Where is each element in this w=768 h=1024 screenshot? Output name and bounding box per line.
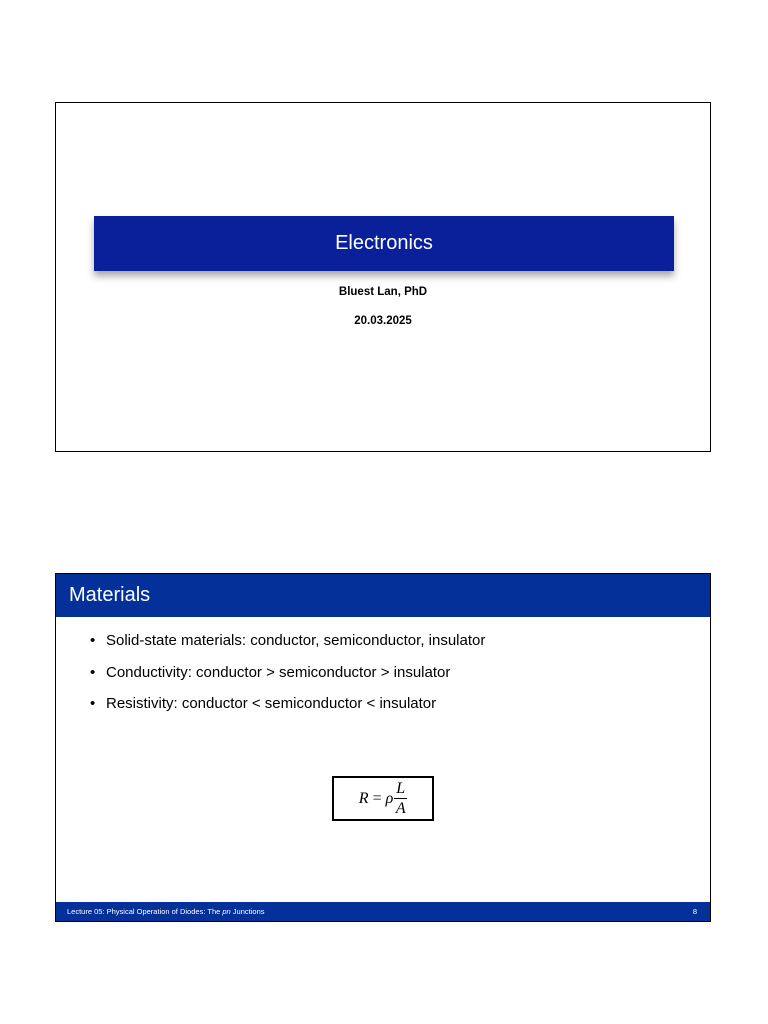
- materials-slide: [55, 573, 711, 922]
- slide-header: [56, 574, 710, 617]
- lecture-title: [67, 907, 265, 916]
- formula-denominator: A: [395, 799, 406, 817]
- bullet-text: Conductivity: conductor > semiconductor > insulator: [106, 663, 451, 681]
- bullet-text: Solid-state materials: conductor, semiconductor, insulator: [106, 632, 486, 649]
- bullet-list: [90, 632, 485, 727]
- bullet-icon: •: [90, 632, 96, 649]
- formula-coefficient: ρ: [385, 789, 394, 807]
- slide-title: Electronics: [335, 232, 433, 254]
- lecture-title-emphasis: pn: [222, 907, 231, 916]
- lecture-title-suffix: Junctions: [230, 907, 265, 916]
- bullet-text: Resistivity: conductor < semiconductor < insulator: [106, 695, 437, 712]
- formula-fraction: [394, 781, 407, 817]
- list-item: [90, 695, 485, 713]
- slide-heading: Materials: [69, 584, 151, 606]
- page-number: 8: [692, 907, 697, 916]
- formula-numerator: L: [396, 779, 406, 797]
- list-item: [90, 632, 485, 650]
- slide-footer: [56, 902, 710, 921]
- formula-equals: =: [372, 789, 382, 807]
- lecture-title-prefix: Lecture 05: Physical Operation of Diodes: The: [67, 907, 223, 916]
- title-slide: [55, 102, 711, 452]
- formula-lhs: R: [358, 789, 369, 807]
- list-item: [90, 664, 485, 682]
- bullet-icon: •: [90, 695, 96, 712]
- bullet-icon: •: [90, 663, 96, 681]
- title-banner: [94, 216, 674, 271]
- author-name: Bluest Lan, PhD: [338, 286, 428, 298]
- resistance-formula: [332, 776, 434, 821]
- presentation-date: 20.03.2025: [354, 315, 412, 327]
